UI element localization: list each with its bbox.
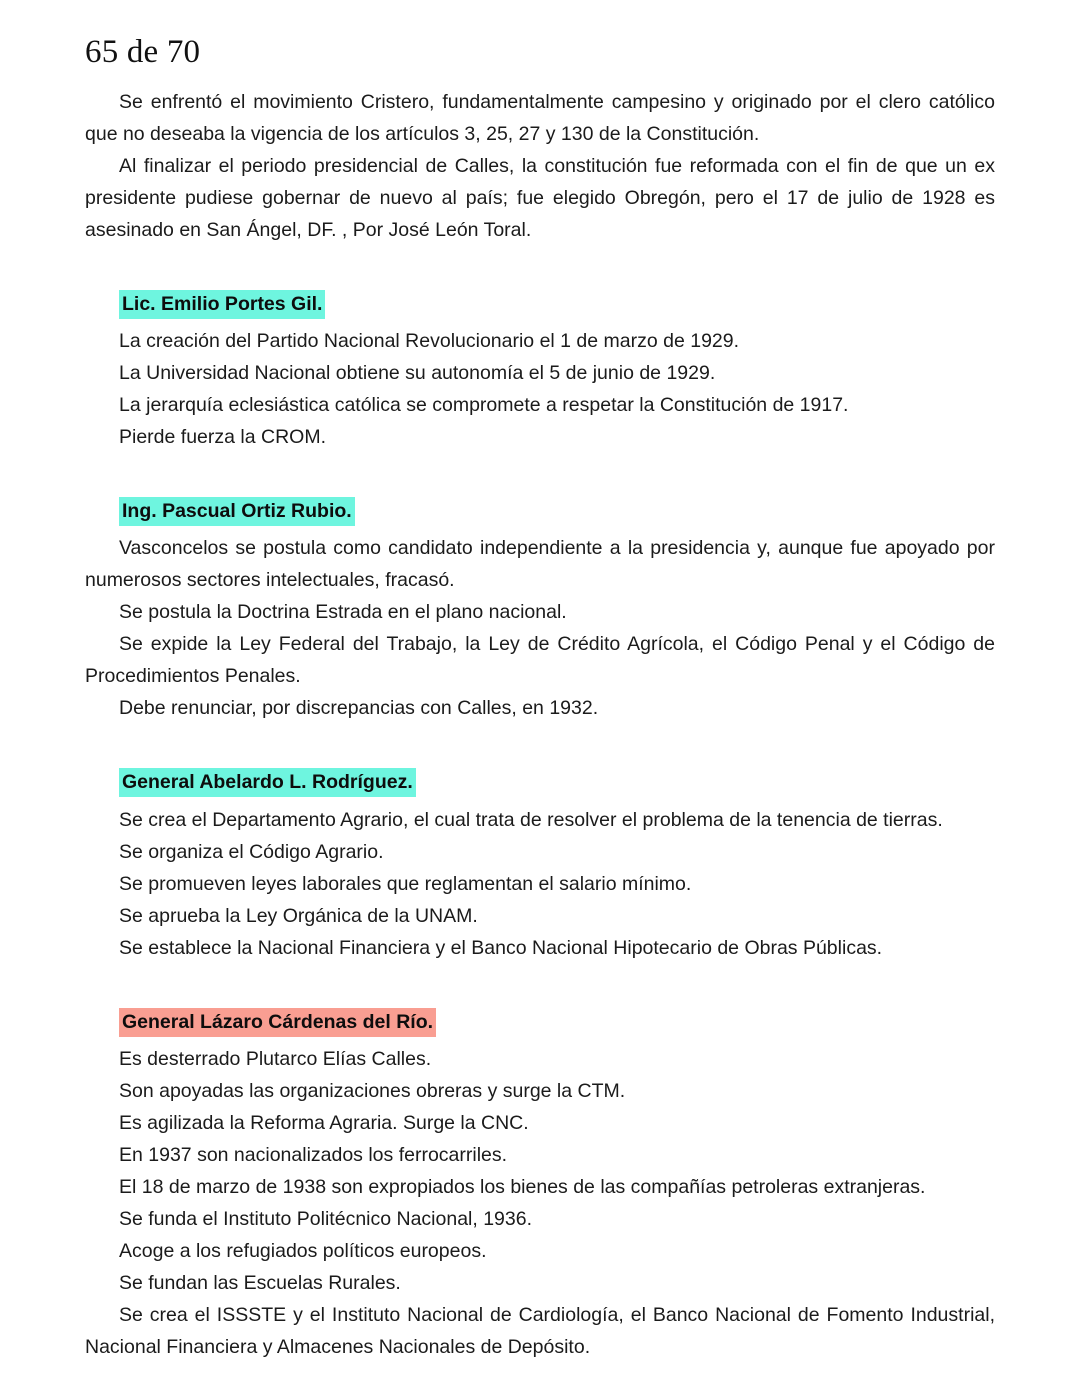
list-item: Es desterrado Plutarco Elías Calles. (119, 1047, 432, 1070)
section-heading-row (85, 768, 995, 797)
list-item: Se funda el Instituto Politécnico Nacional, 1936. (119, 1207, 533, 1230)
list-item: Se expide la Ley Federal del Trabajo, la Ley de Crédito Agrícola, el Código Penal y el Código de Procedimientos Penales. (85, 633, 995, 688)
page-title: 65 de 70 (85, 34, 201, 70)
list-item: Vasconcelos se postula como candidato independiente a la presidencia y, aunque fue apoyado por numerosos sectores intelectuales, fracasó. (85, 537, 995, 592)
list-item: Se crea el Departamento Agrario, el cual trata de resolver el problema de la tenencia de tierras. (119, 808, 943, 831)
section-portes-gil (85, 290, 995, 453)
list-item: Se establece la Nacional Financiera y el Banco Nacional Hipotecario de Obras Públicas. (119, 936, 883, 959)
list-item: Se organiza el Código Agrario. (119, 840, 384, 863)
section-heading-row (85, 290, 995, 319)
intro-block (85, 86, 995, 246)
section-heading-row (85, 1008, 995, 1037)
section-heading-row (85, 497, 995, 526)
list-item: Pierde fuerza la CROM. (119, 426, 326, 449)
list-item: Se fundan las Escuelas Rurales. (119, 1271, 401, 1294)
list-item: Se aprueba la Ley Orgánica de la UNAM. (119, 904, 478, 927)
section-trailing (85, 1299, 995, 1363)
section-heading: Lic. Emilio Portes Gil. (119, 290, 325, 319)
section-entries (85, 325, 995, 453)
section-heading: General Lázaro Cárdenas del Río. (119, 1008, 436, 1037)
list-item: En 1937 son nacionalizados los ferrocarriles. (119, 1143, 508, 1166)
list-item: La jerarquía eclesiástica católica se compromete a respetar la Constitución de 1917. (119, 394, 849, 417)
section-entries (85, 1043, 995, 1299)
trailing-paragraph: Se crea el ISSSTE y el Instituto Nacional de Cardiología, el Banco Nacional de Fomento Industrial, Nacional Financiera y Almacenes Nacionales de Depósito. (85, 1303, 995, 1358)
list-item: Se postula la Doctrina Estrada en el plano nacional. (119, 601, 567, 624)
section-ortiz-rubio (85, 497, 995, 724)
section-entries (85, 532, 995, 724)
list-item: Acoge a los refugiados políticos europeos. (119, 1239, 487, 1262)
intro-paragraph: Se enfrentó el movimiento Cristero, fundamentalmente campesino y originado por el clero católico que no deseaba la vigencia de los artículos 3, 25, 27 y 130 de la Constitución. (85, 90, 995, 145)
section-abelardo-rodriguez (85, 768, 995, 963)
list-item: Debe renunciar, por discrepancias con Calles, en 1932. (119, 697, 599, 720)
list-item: Es agilizada la Reforma Agraria. Surge la CNC. (119, 1111, 529, 1134)
section-entries (85, 804, 995, 964)
section-lazaro-cardenas (85, 1008, 995, 1363)
list-item: Son apoyadas las organizaciones obreras y surge la CTM. (119, 1079, 626, 1102)
list-item: La creación del Partido Nacional Revolucionario el 1 de marzo de 1929. (119, 330, 740, 353)
section-heading: Ing. Pascual Ortiz Rubio. (119, 497, 355, 526)
list-item: El 18 de marzo de 1938 son expropiados los bienes de las compañías petroleras extranjeras. (119, 1175, 926, 1198)
intro-paragraph: Al finalizar el periodo presidencial de Calles, la constitución fue reformada con el fin de que un ex presidente pudiese gobernar de nuevo al país; fue elegido Obregón, pero el 17 de julio de 1928 es asesinado en San Ángel, DF. , Por José León Toral. (85, 154, 995, 241)
section-heading: General Abelardo L. Rodríguez. (119, 768, 416, 797)
list-item: Se promueven leyes laborales que reglamentan el salario mínimo. (119, 872, 692, 895)
list-item: La Universidad Nacional obtiene su autonomía el 5 de junio de 1929. (119, 362, 716, 385)
